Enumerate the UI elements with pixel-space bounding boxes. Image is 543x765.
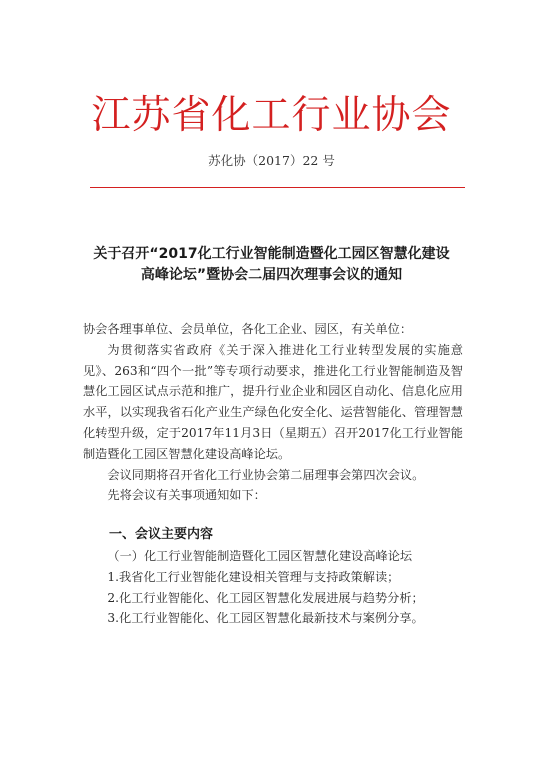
- list-item: 1.我省化工行业智能化建设相关管理与支持政策解读；: [107, 569, 400, 584]
- document-number: 苏化协（2017）22 号: [208, 153, 335, 168]
- organization-name: 江苏省化工行业协会: [91, 93, 452, 138]
- list-item: 3.化工行业智能化、化工园区智慧化最新技术与案例分享。: [107, 611, 424, 626]
- title-line-2: 高峰论坛”暨协会二届四次理事会议的通知: [140, 267, 403, 283]
- section-heading: 一、会议主要内容: [109, 527, 214, 543]
- section-subheading: （一）化工行业智能制造暨化工园区智慧化建设高峰论坛: [107, 548, 413, 563]
- body-paragraph: 先将会议有关事项通知如下：: [107, 488, 266, 503]
- salutation: 协会各理事单位、会员单位，各化工企业、园区，有关单位：: [83, 322, 413, 336]
- body-paragraph: 为贯彻落实省政府《关于深入推进化工行业转型发展的实施意见》、263和“四个一批”等专项行动要求，推进化工行业智能制造及智慧化工园区试点示范和推广，提升行业企业和园区自动化、信息化应用水平，以实现我省石化产业生产绿色化安全化、运营智能化、管理智慧化转型升级，定于2017年11月3日（星期五）召开2017化工行业智能制造暨化工园区智慧化建设高峰论坛。: [83, 342, 463, 461]
- document-title: [70, 244, 473, 286]
- title-line-1: 关于召开“2017化工行业智能制造暨化工园区智慧化建设: [93, 246, 450, 262]
- red-header-rule: [90, 187, 465, 188]
- list-item: 2.化工行业智能化、化工园区智慧化发展进展与趋势分析；: [107, 590, 424, 605]
- document-body: [83, 319, 463, 629]
- body-paragraph: 会议同期将召开省化工行业协会第二届理事会第四次会议。: [107, 467, 425, 482]
